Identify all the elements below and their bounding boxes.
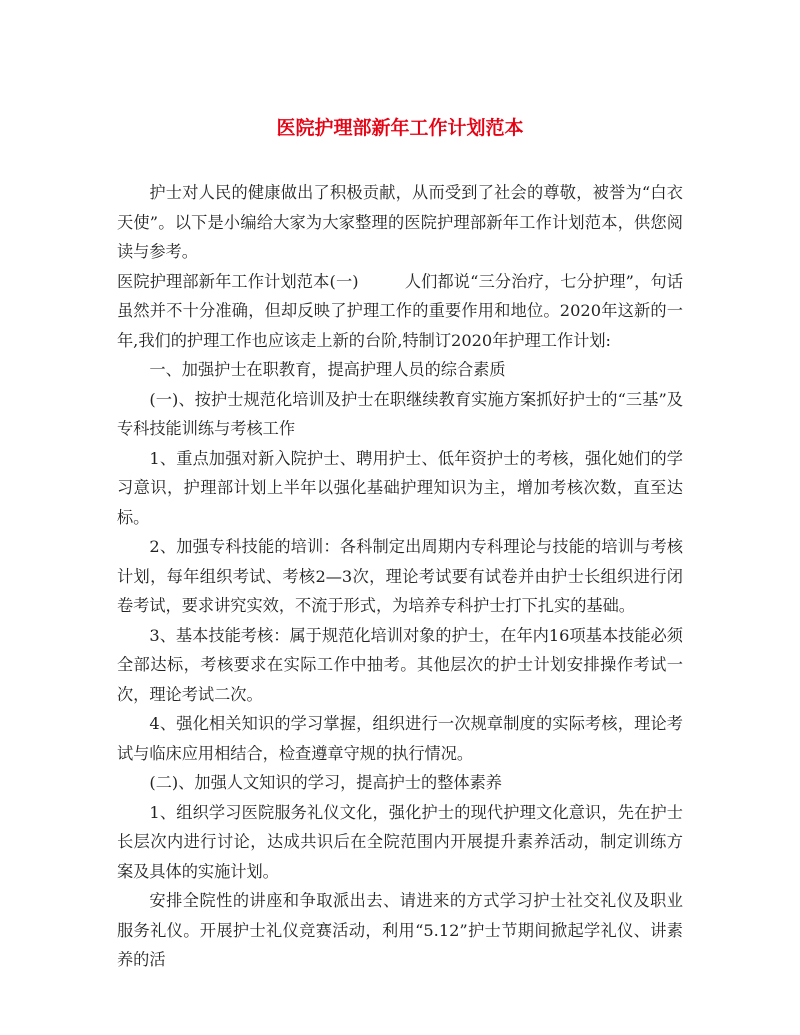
document-title: 医院护理部新年工作计划范本 <box>276 117 524 139</box>
paragraph-section-one <box>117 267 683 356</box>
paragraph-item-1-2-1: 1、组织学习医院服务礼仪文化，强化护士的现代护理文化意识，先在护士长层次内进行讨论，达成共识后在全院范围内开展提升素养活动，制定训练方案及具体的实施计划。 <box>117 802 683 881</box>
section-one-text: 人们都说“三分治疗，七分护理”，句话虽然并不十分准确，但却反映了护理工作的重要作用和地位。2020年这新的一年,我们的护理工作也应该走上新的台阶,特制订2020年护理工作计划: <box>117 271 683 350</box>
paragraph-item-1-2: (二)、加强人文知识的学习，提高护士的整体素养 <box>149 773 502 792</box>
paragraph-item-1-1-2: 2、加强专科技能的培训：各科制定出周期内专科理论与技能的培训与考核计划，每年组织考试、考核2—3次，理论考试要有试卷并由护士长组织进行闭卷考试，要求讲究实效，不流于形式，为培养专科护士打下扎实的基础。 <box>117 537 683 615</box>
paragraph-item-1-1-4: 4、强化相关知识的学习掌握，组织进行一次规章制度的实际考核，理论考试与临床应用相结合，检查遵章守规的执行情况。 <box>117 714 683 763</box>
section-heading: 医院护理部新年工作计划范本(一) <box>117 271 359 291</box>
paragraph-item-1-2-2: 安排全院性的讲座和争取派出去、请进来的方式学习护士社交礼仪及职业服务礼仪。开展护士礼仪竞赛活动，利用“5.12”护士节期间掀起学礼仪、讲素养的活 <box>117 891 683 969</box>
paragraph-item-1-1-1: 1、重点加强对新入院护士、聘用护士、低年资护士的考核，强化她们的学习意识，护理部计划上半年以强化基础护理知识为主，增加考核次数，直至达标。 <box>117 448 683 527</box>
paragraph-item-1: 一、加强护士在职教育，提高护理人员的综合素质 <box>149 360 506 379</box>
paragraph-intro: 护士对人民的健康做出了积极贡献，从而受到了社会的尊敬，被誉为“白衣天使”。以下是小编给大家为大家整理的医院护理部新年工作计划范本，供您阅读与参考。 <box>117 183 683 261</box>
paragraph-item-1-1: (一)、按护士规范化培训及护士在职继续教育实施方案抓好护士的“三基”及专科技能训练与考核工作 <box>117 389 683 438</box>
paragraph-item-1-1-3: 3、基本技能考核：属于规范化培训对象的护士，在年内16项基本技能必须全部达标，考核要求在实际工作中抽考。其他层次的护士计划安排操作考试一次，理论考试二次。 <box>117 625 683 704</box>
document-body <box>117 178 683 975</box>
